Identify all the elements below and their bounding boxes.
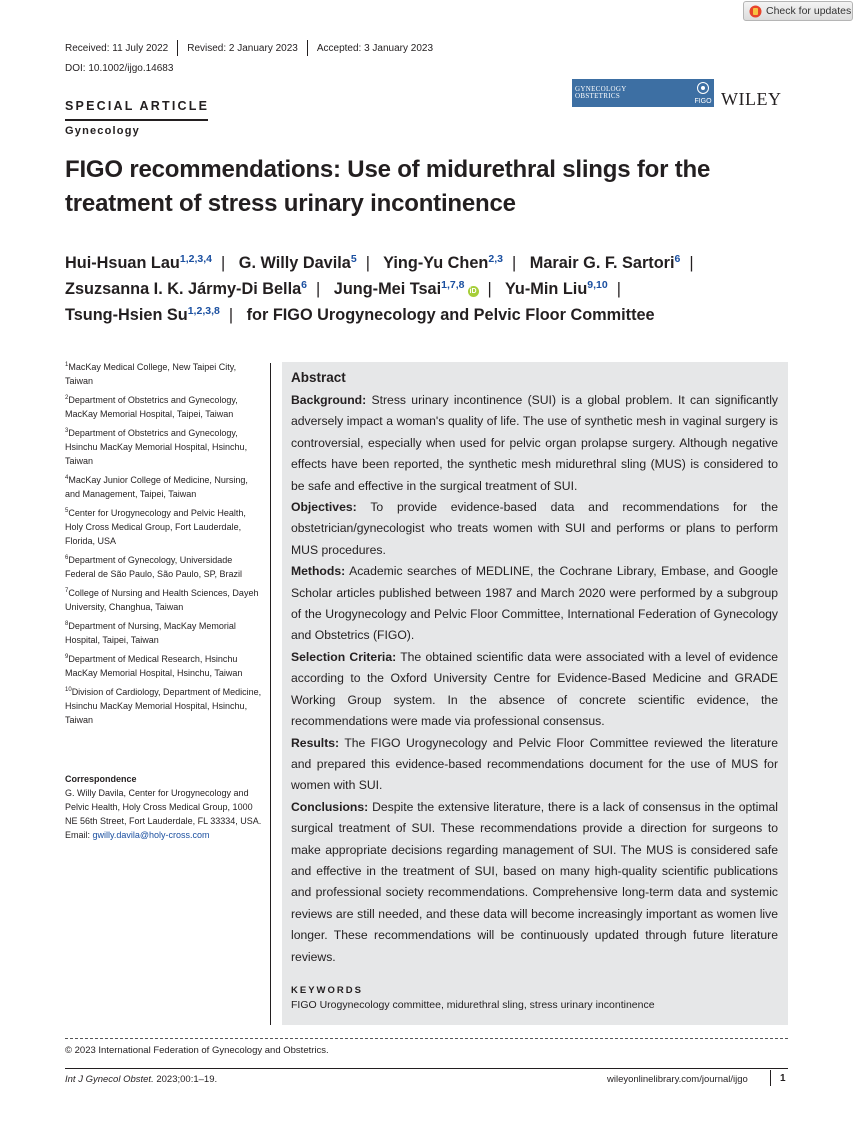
correspondence-address: G. Willy Davila, Center for Urogynecology and Pelvic Health, Holy Cross Medical Group, 1000 NE 56th Street, Fort Lauderdale, FL 33334, USA. [65,788,262,826]
affiliation-text: Division of Cardiology, Department of Medicine, Hsinchu MacKay Memorial Hospital, Hsinchu, Taiwan [65,687,262,725]
section-text: Academic searches of MEDLINE, the Cochrane Library, Embase, and Google Scholar articles published between 1987 and March 2020 were performed by a subgroup of the Urogynecology and Pelvic Floor Committee, International Federation of Gynecology and Obstetrics (FIGO). [291,564,778,643]
author-affiliation-ref[interactable]: 1,2,3,4 [179,253,213,265]
journal-logo-line: GYNECOLOGY [575,85,627,93]
email-link[interactable]: gwilly.davila@holy-cross.com [92,830,210,840]
publisher-logo: WILEY [721,89,782,109]
history-dates [65,40,433,56]
author-name[interactable]: Tsung-Hsien Su [65,306,188,324]
journal-abbrev: Int J Gynecol Obstet. [65,1074,154,1085]
divider [65,119,208,121]
affiliation-item [65,473,265,501]
section-label: Selection Criteria: [291,649,397,664]
divider [65,1038,788,1039]
divider [177,40,178,56]
divider [270,363,271,1025]
journal-logo-line: OBSTETRICS [575,92,621,100]
author-affiliation-ref[interactable]: 6 [301,279,308,291]
abstract-section-results [291,733,778,797]
divider [770,1070,771,1086]
affiliation-item [65,652,265,680]
affiliation-number: 4 [65,475,69,481]
section-label: Conclusions: [291,799,369,814]
abstract-heading: Abstract [291,370,346,385]
affiliation-item [65,685,265,727]
affiliation-text: Center for Urogynecology and Pelvic Health, Holy Cross Medical Group, Fort Lauderdale, Florida, USA [65,508,246,546]
doi[interactable]: DOI: 10.1002/ijgo.14683 [65,63,174,74]
abstract-section-selection-criteria [291,647,778,733]
affiliation-item [65,553,265,581]
affiliation-text: College of Nursing and Health Sciences, Dayeh University, Changhua, Taiwan [65,588,259,612]
email-label: Email: [65,830,91,840]
affiliation-item [65,506,265,548]
check-for-updates-button[interactable] [743,1,853,21]
citation-details: 2023;00:1–19. [153,1074,218,1085]
author-affiliation-ref[interactable]: 9,10 [587,279,608,291]
figo-seal-label: FIGO [694,97,712,105]
abstract-box [282,362,788,1025]
affiliation-item [65,426,265,468]
author-group: for FIGO Urogynecology and Pelvic Floor Committee [246,306,655,324]
author-affiliation-ref[interactable]: 1,7,8 [441,279,465,291]
affiliation-text: MacKay Medical College, New Taipei City, Taiwan [65,362,237,386]
divider [307,40,308,56]
keywords-heading: KEYWORDS [291,984,363,996]
abstract-section-methods [291,561,778,647]
abstract-section-objectives [291,497,778,561]
article-type: SPECIAL ARTICLE [65,99,210,113]
copyright: © 2023 International Federation of Gynecology and Obstetrics. [65,1045,329,1056]
journal-logo [572,79,714,107]
figo-seal-icon [693,81,713,106]
revised-date: Revised: 2 January 2023 [187,42,298,54]
author-line: Hui-Hsuan Lau$^{1,2,3,4}$ | G. Willy Davila$^5$ | Ying-Yu Chen$^{2,3}$ | Marair G. F. Sartori$^6$ | [65,253,694,272]
author-name[interactable]: Jung-Mei Tsai [333,280,442,298]
affiliation-number: 1 [65,362,69,368]
accepted-date: Accepted: 3 January 2023 [316,42,434,54]
affiliation-item [65,586,265,614]
check-updates-icon [749,5,762,18]
affiliation-item [65,393,265,421]
citation [65,1074,217,1085]
section-label: Objectives: [291,500,357,515]
affiliation-number: 3 [65,428,69,434]
page-number: 1 [780,1073,786,1084]
orcid-icon[interactable]: iD [469,288,477,295]
author-name[interactable]: Ying-Yu Chen [383,254,489,272]
affiliation-number: 7 [65,588,69,594]
section-text: The FIGO Urogynecology and Pelvic Floor Committee reviewed the literature and prepared this evidence-based recommendations document for the use of MUS for women with SUI. [291,735,778,793]
affiliation-item [65,360,265,388]
affiliation-text: Department of Obstetrics and Gynecology, Hsinchu MacKay Memorial Hospital, Hsinchu, Taiwan [65,428,248,466]
section-label: Methods: [291,564,346,579]
author-affiliation-ref[interactable]: 5 [350,253,357,265]
article-title: FIGO recommendations: Use of midurethral slings for the treatment of stress urinary incontinence [65,156,711,217]
author-name[interactable]: Hui-Hsuan Lau [65,254,180,272]
abstract-section-background [291,390,778,497]
affiliation-number: 6 [65,555,69,561]
affiliation-text: Department of Medical Research, Hsinchu MacKay Memorial Hospital, Hsinchu, Taiwan [65,654,243,678]
journal-url[interactable]: wileyonlinelibrary.com/journal/ijgo [607,1074,748,1085]
received-date: Received: 11 July 2022 [65,42,169,54]
section-label: Results: [291,735,340,750]
affiliation-text: Department of Obstetrics and Gynecology, MacKay Memorial Hospital, Taipei, Taiwan [65,395,238,419]
section-text: To provide evidence-based data and recommendations for the obstetrician/gynecologist who treats women with SUI and performs or plans to perform MUS procedures. [291,500,778,557]
section-text: The obtained scientific data were associated with a level of evidence according to the Oxford University Centre for Evidence-Based Medicine and GRADE Working Group system. In the absence of concrete scientific evidence, the recommendations were made via professional consensus. [291,649,778,729]
affiliation-number: 5 [65,508,69,514]
affiliation-number: 9 [65,654,69,660]
author-affiliation-ref[interactable]: 6 [674,253,681,265]
author-line: Tsung-Hsien Su$^{1,2,3,8}$ | for FIGO Urogynecology and Pelvic Floor Committee [65,305,655,324]
section-label: Background: [291,393,367,407]
author-name[interactable]: G. Willy Davila [238,254,351,272]
section-text: Despite the extensive literature, there is a lack of consensus in the optimal surgical treatment of SUI. These recommendations provide a direction for surgeons to make appropriate decisions regarding management of SUI. The MUS is considered safe and effective in the treatment of SUI, based on many high-quality scientific publications and professional society recommendations. Comprehensive long-term data and systemic reviews are still needed, and these data will become increasingly important as women live longer. These recommendations will be continuously updated through future literature reviews. [291,799,778,964]
correspondence-heading: Correspondence [65,774,137,784]
affiliation-number: 2 [65,395,69,401]
affiliation-number: 10 [65,687,72,693]
author-affiliation-ref[interactable]: 1,2,3,8 [187,305,220,317]
keywords: FIGO Urogynecology committee, midurethral sling, stress urinary incontinence [291,998,655,1011]
correspondence-email-line [65,828,265,842]
affiliations [65,360,265,732]
author-list [65,250,795,328]
divider [65,1068,788,1069]
subject-category: Gynecology [65,125,140,137]
affiliation-text: Department of Nursing, MacKay Memorial Hospital, Taipei, Taiwan [65,621,236,645]
check-updates-label: Check for updates [766,5,852,17]
author-name[interactable]: Zsuzsanna I. K. Jármy-Di Bella [65,280,302,298]
affiliation-number: 8 [65,621,69,627]
correspondence [65,772,265,842]
author-line: Zsuzsanna I. K. Jármy-Di Bella$^6$ | Jung-Mei Tsai$^{1,7,8}$iD | Yu-Min Liu$^{9,10}$ | [65,279,621,298]
section-text: Stress urinary incontinence (SUI) is a global problem. It can significantly adversely impact a woman's quality of life. The use of synthetic mesh in vaginal surgery is controversial, especially when used for pelvic organ prolapse surgery. Although negative effects have been reported, the synthetic mesh midurethral sling (MUS) is considered to be safe and effective in the surgical treatment of SUI. [291,393,778,493]
author-name[interactable]: Marair G. F. Sartori [529,254,675,272]
affiliation-text: MacKay Junior College of Medicine, Nursing, and Management, Taipei, Taiwan [65,475,248,499]
affiliation-item [65,619,265,647]
author-affiliation-ref[interactable]: 2,3 [488,253,503,265]
affiliation-text: Department of Gynecology, Universidade Federal de São Paulo, São Paulo, SP, Brazil [65,555,242,579]
abstract-section-conclusions [291,797,778,968]
author-name[interactable]: Yu-Min Liu [504,280,588,298]
